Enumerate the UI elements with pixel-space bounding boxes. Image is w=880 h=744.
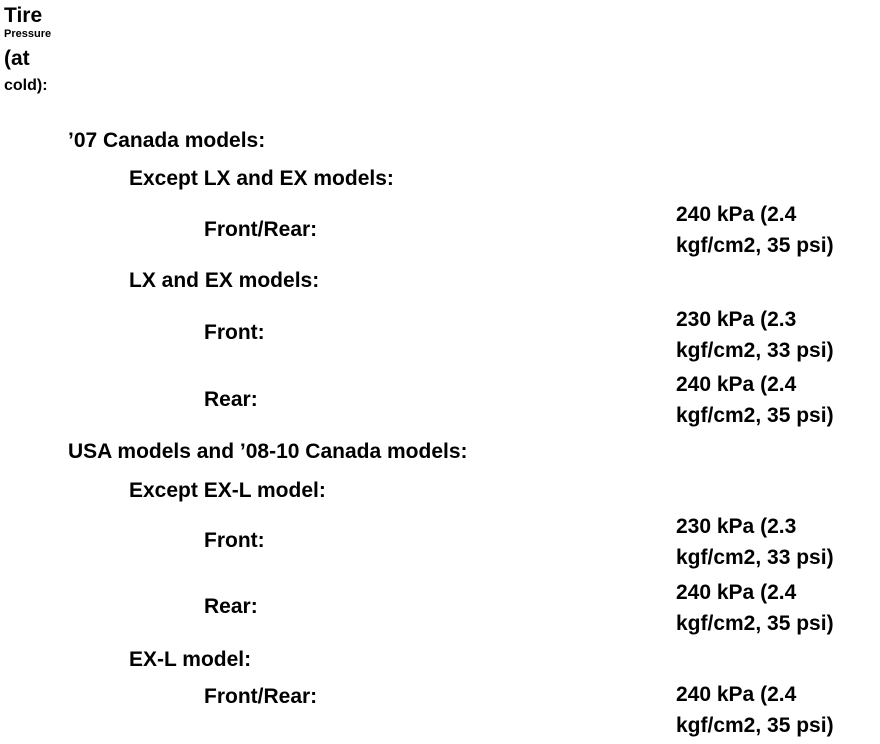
value-line-1: 240 kPa (2.4 [676, 683, 797, 706]
group-exl-label: EX-L model: [129, 648, 252, 671]
value-line-2: kgf/cm2, 33 psi) [676, 546, 834, 569]
value-line-1: 240 kPa (2.4 [676, 203, 797, 226]
heading-line-at: (at [4, 47, 30, 70]
spec-front-label: Front: [204, 321, 265, 344]
spec-rear-value [676, 577, 834, 639]
value-line-1: 240 kPa (2.4 [676, 373, 797, 396]
heading-line-cold: cold): [4, 77, 48, 94]
group-except-exl-label: Except EX-L model: [129, 479, 326, 502]
value-line-2: kgf/cm2, 35 psi) [676, 612, 834, 635]
group-except-lx-ex-label: Except LX and EX models: [129, 167, 394, 190]
spec-front-rear-label: Front/Rear: [204, 685, 318, 708]
section-canada07-label: ’07 Canada models: [68, 129, 266, 152]
spec-rear-label: Rear: [204, 595, 258, 618]
value-line-2: kgf/cm2, 35 psi) [676, 234, 834, 257]
spec-front-value [676, 511, 834, 573]
value-line-1: 230 kPa (2.3 [676, 308, 797, 331]
spec-rear-label: Rear: [204, 388, 258, 411]
spec-front-rear-label: Front/Rear: [204, 218, 318, 241]
spec-front-rear-value [676, 679, 834, 741]
value-line-1: 240 kPa (2.4 [676, 581, 797, 604]
heading-line-pressure: Pressure [4, 28, 52, 40]
value-line-2: kgf/cm2, 35 psi) [676, 714, 834, 737]
group-lx-ex-label: LX and EX models: [129, 269, 320, 292]
spec-front-rear-value [676, 199, 834, 261]
spec-front-value [676, 304, 834, 366]
section-usa-canada0810-label: USA models and ’08-10 Canada models: [68, 440, 468, 463]
value-line-2: kgf/cm2, 33 psi) [676, 339, 834, 362]
spec-front-label: Front: [204, 529, 265, 552]
value-line-2: kgf/cm2, 35 psi) [676, 404, 834, 427]
spec-rear-value [676, 369, 834, 431]
value-line-1: 230 kPa (2.3 [676, 515, 797, 538]
heading-line-tire: Tire [4, 4, 43, 27]
